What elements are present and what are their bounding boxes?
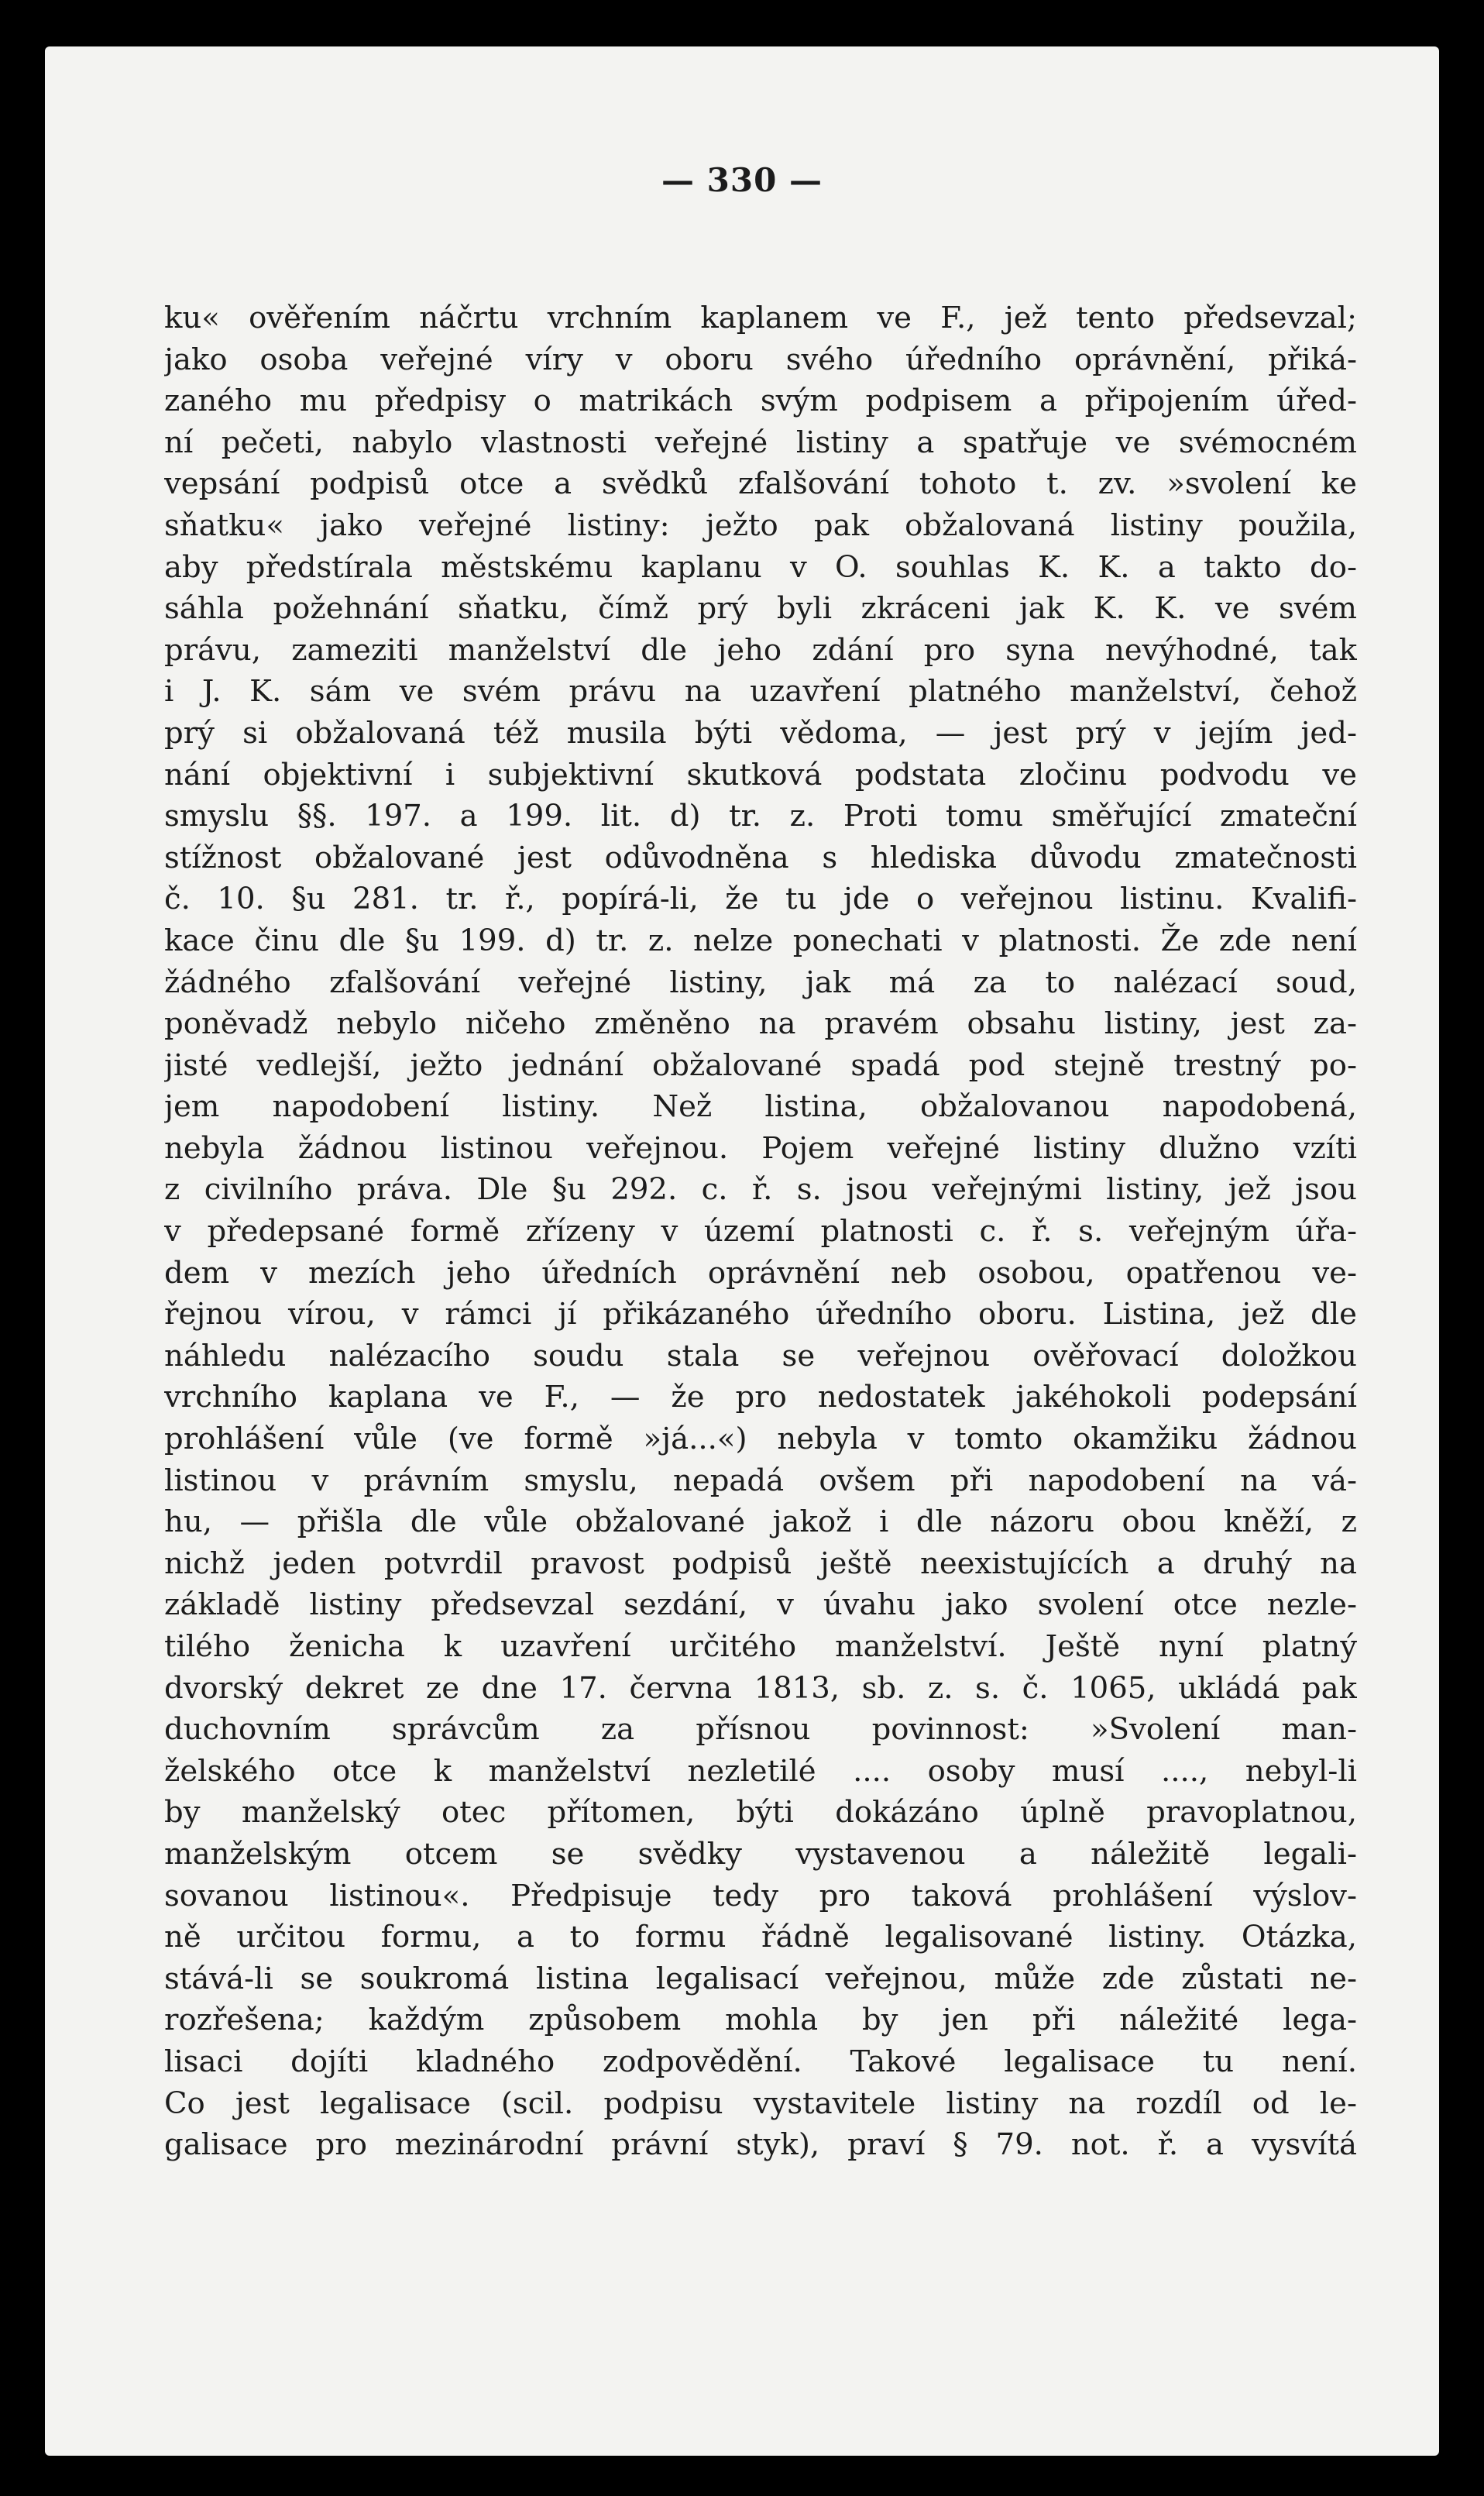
text-line: aby předstírala městskému kaplanu v O. souhlas K. K. a takto do- [164,549,1357,585]
text-line: rozřešena; každým způsobem mohla by jen při náležité lega- [164,2003,1357,2038]
text-line: stížnost obžalované jest odůvodněna s hlediska důvodu zmatečnosti [164,840,1357,875]
text-line: náhledu nalézacího soudu stala se veřejnou ověřovací doložkou [164,1338,1357,1373]
text-line: zaného mu předpisy o matrikách svým podpisem a připojením úřed- [164,383,1357,419]
text-line: dem v mezích jeho úředních oprávnění neb osobou, opatřenou ve- [164,1255,1357,1291]
text-line: galisace pro mezinárodní právní styk), praví § 79. not. ř. a vysvítá [164,2127,1357,2163]
text-line: sovanou listinou«. Předpisuje tedy pro taková prohlášení výslov- [164,1878,1357,1913]
page-number: — 330 — [661,161,823,199]
text-line: sňatku« jako veřejné listiny: ježto pak obžalovaná listiny použila, [164,507,1357,543]
text-line: nichž jeden potvrdil pravost podpisů ještě neexistujících a druhý na [164,1545,1357,1581]
text-line: ní pečeti, nabylo vlastnosti veřejné listiny a spatřuje ve svémocném [164,425,1357,460]
text-line: základě listiny předsevzal sezdání, v úvahu jako svolení otce nezle- [164,1587,1357,1623]
text-line: tilého ženicha k uzavření určitého manželství. Ještě nyní platný [164,1629,1357,1664]
text-line: by manželský otec přítomen, býti dokázáno úplně pravoplatnou, [164,1795,1357,1831]
text-line: v předepsané formě zřízeny v území platnosti c. ř. s. veřejným úřa- [164,1214,1357,1250]
text-line: z civilního práva. Dle §u 292. c. ř. s. jsou veřejnými listiny, jež jsou [164,1172,1357,1208]
text-line: právu, zameziti manželství dle jeho zdání pro syna nevýhodné, tak [164,632,1357,668]
body-text [164,297,1357,2166]
text-line: poněvadž nebylo ničeho změněno na pravém obsahu listiny, jest za- [164,1006,1357,1042]
text-line: č. 10. §u 281. tr. ř., popírá-li, že tu jde o veřejnou listinu. Kvalifi- [164,882,1357,917]
text-line: Co jest legalisace (scil. podpisu vystavitele listiny na rozdíl od le- [164,2085,1357,2121]
text-line: vepsání podpisů otce a svědků zfalšování tohoto t. zv. »svolení ke [164,466,1357,502]
text-line: žádného zfalšování veřejné listiny, jak má za to nalézací soud, [164,964,1357,1000]
text-line: nání objektivní i subjektivní skutková podstata zločinu podvodu ve [164,757,1357,792]
text-line: jisté vedlejší, ježto jednání obžalované spadá pod stejně trestný po- [164,1047,1357,1083]
text-line: lisaci dojíti kladného zodpovědění. Takové legalisace tu není. [164,2044,1357,2079]
text-line: ku« ověřením náčrtu vrchním kaplanem ve F., jež tento předsevzal; [164,301,1357,335]
text-line: stává-li se soukromá listina legalisací veřejnou, může zde zůstati ne- [164,1961,1357,1996]
text-line: jem napodobení listiny. Než listina, obžalovanou napodobená, [164,1089,1357,1125]
text-line: listinou v právním smyslu, nepadá ovšem při napodobení na vá- [164,1463,1357,1498]
text-line: nebyla žádnou listinou veřejnou. Pojem veřejné listiny dlužno vzíti [164,1130,1357,1166]
text-line: manželským otcem se svědky vystavenou a náležitě legali- [164,1836,1357,1872]
text-line: i J. K. sám ve svém právu na uzavření platného manželství, čehož [164,674,1357,710]
text-line: dvorský dekret ze dne 17. června 1813, sb. z. s. č. 1065, ukládá pak [164,1670,1357,1706]
text-line: vrchního kaplana ve F., — že pro nedostatek jakéhokoli podepsání [164,1380,1357,1415]
text-line: sáhla požehnání sňatku, čímž prý byli zkráceni jak K. K. ve svém [164,591,1357,627]
text-line: prohlášení vůle (ve formě »já...«) nebyla v tomto okamžiku žádnou [164,1422,1357,1457]
text-line: ně určitou formu, a to formu řádně legalisované listiny. Otázka, [164,1920,1357,1955]
text-line: hu, — přišla dle vůle obžalované jakož i dle názoru obou kněží, z [164,1504,1357,1540]
text-line: smyslu §§. 197. a 199. lit. d) tr. z. Proti tomu směřující zmateční [164,799,1357,834]
text-line: želského otce k manželství nezletilé .... osoby musí ...., nebyl-li [164,1753,1357,1789]
text-line: řejnou vírou, v rámci jí přikázaného úředního oboru. Listina, jež dle [164,1297,1357,1332]
text-line: jako osoba veřejné víry v oboru svého úředního oprávnění, přiká- [164,342,1357,377]
text-line: kace činu dle §u 199. d) tr. z. nelze ponechati v platnosti. Že zde není [164,923,1357,958]
text-line: prý si obžalovaná též musila býti vědoma, — jest prý v jejím jed- [164,715,1357,751]
text-line: duchovním správcům za přísnou povinnost: »Svolení man- [164,1712,1357,1748]
